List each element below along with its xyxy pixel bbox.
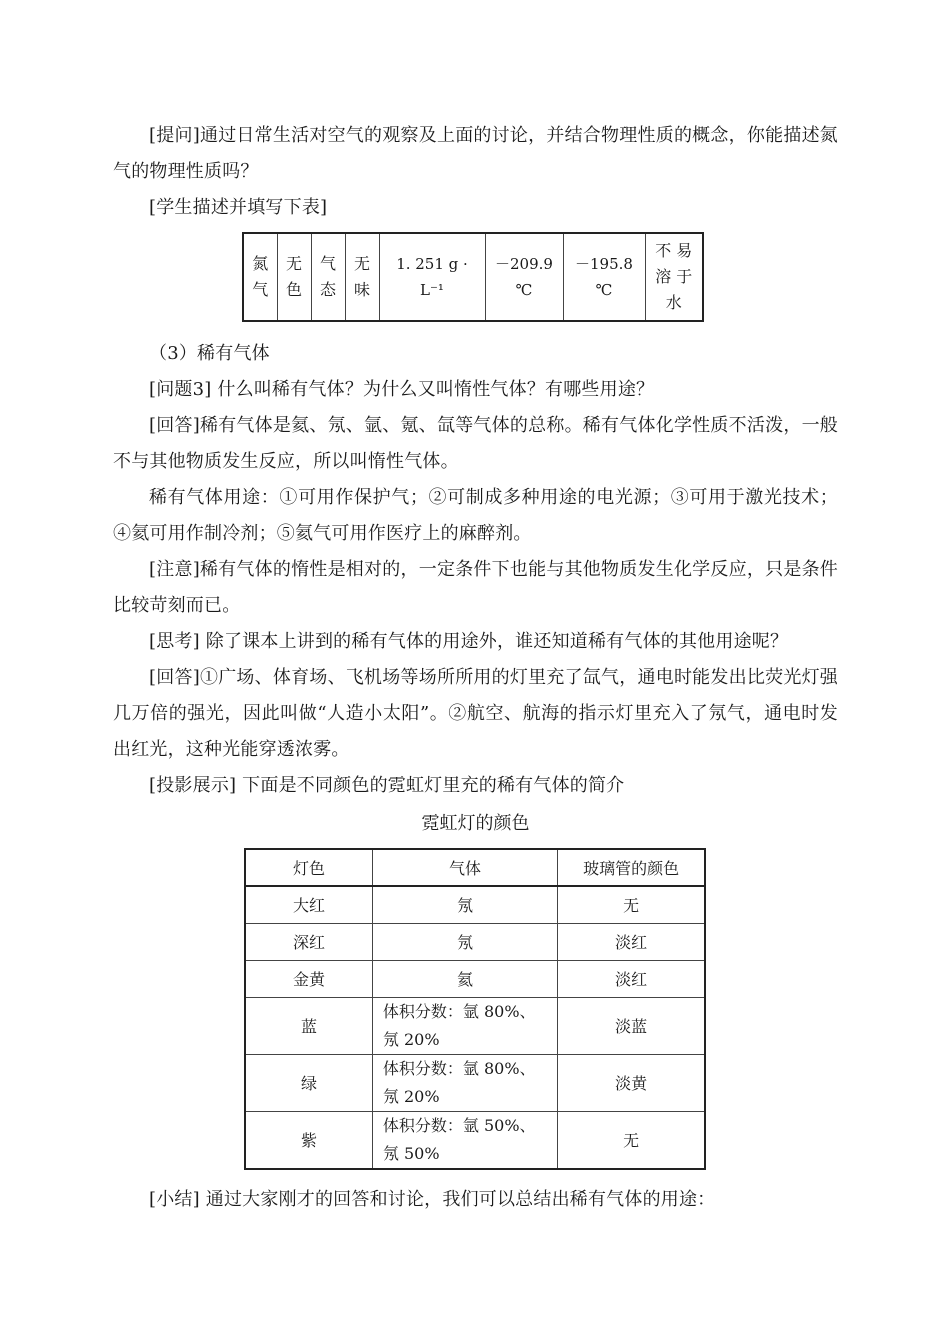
table-row xyxy=(245,960,705,997)
table-cell: 无 色 xyxy=(277,233,311,321)
table-cell: 淡红 xyxy=(558,960,705,997)
table-cell: 绿 xyxy=(245,1054,372,1111)
projection-line: [投影展示] 下面是不同颜色的霓虹灯里充的稀有气体的简介 xyxy=(149,775,625,796)
table-cell: 蓝 xyxy=(245,997,372,1054)
solubility-cell: 不 易 溶 于 水 xyxy=(645,233,703,321)
column-header: 玻璃管的颜色 xyxy=(558,849,705,886)
table-cell: 无 xyxy=(558,1111,705,1169)
table-cell: 紫 xyxy=(245,1111,372,1169)
boiling-point-cell: －195.8 ℃ xyxy=(563,233,645,321)
table-row xyxy=(245,1054,705,1111)
table-row xyxy=(245,886,705,923)
uses-paragraph: 稀有气体用途：①可用作保护气；②可制成多种用途的电光源；③可用于激光技术；④氦可用作制冷剂；⑤氦气可用作医疗上的麻醉剂。 xyxy=(113,487,838,544)
table-cell: 体积分数：氩 80%、 氖 20% xyxy=(372,1054,557,1111)
table-cell: 体积分数：氩 80%、 氖 20% xyxy=(372,997,557,1054)
table-cell: 氦 xyxy=(372,960,557,997)
table-header-row xyxy=(245,849,705,886)
column-header: 气体 xyxy=(372,849,557,886)
table-cell: 深红 xyxy=(245,923,372,960)
student-task-line: [学生描述并填写下表] xyxy=(149,197,328,218)
answer-paragraph: [回答]稀有气体是氦、氖、氩、氪、氙等气体的总称。稀有气体化学性质不活泼，一般不与其他物质发生反应，所以叫惰性气体。 xyxy=(113,415,838,472)
table-cell: 无 xyxy=(558,886,705,923)
table-row xyxy=(243,233,703,321)
neon-light-table xyxy=(244,848,706,1170)
document-page xyxy=(113,118,838,1218)
table-cell: 淡黄 xyxy=(558,1054,705,1111)
table-row xyxy=(245,1111,705,1169)
section-heading: （3）稀有气体 xyxy=(149,343,270,364)
nitrogen-properties-table xyxy=(242,232,704,322)
table-cell: 淡蓝 xyxy=(558,997,705,1054)
table-cell: 无 味 xyxy=(345,233,379,321)
summary-paragraph: [小结] 通过大家刚才的回答和讨论，我们可以总结出稀有气体的用途： xyxy=(149,1188,716,1210)
melting-point-cell: －209.9 ℃ xyxy=(485,233,563,321)
table-caption: 霓虹灯的颜色 xyxy=(421,813,530,834)
think-paragraph: [思考] 除了课本上讲到的稀有气体的用途外，谁还知道稀有气体的其他用途呢？ xyxy=(149,631,789,652)
table-cell: 氖 xyxy=(372,923,557,960)
nitrogen-properties-table-wrap xyxy=(242,232,838,322)
answer2-paragraph: [回答]①广场、体育场、飞机场等场所所用的灯里充了氙气，通电时能发出比荧光灯强几万倍的强光，因此叫做“人造小太阳”。②航空、航海的指示灯里充入了氖气，通电时发出红光，这种光能穿透浓雾。 xyxy=(113,667,838,760)
table-cell: 氖 xyxy=(372,886,557,923)
table-cell: 氮 气 xyxy=(243,233,277,321)
question3-paragraph: [问题3] 什么叫稀有气体？为什么又叫惰性气体？有哪些用途？ xyxy=(149,379,655,400)
table-row xyxy=(245,997,705,1054)
table-cell: 体积分数：氩 50%、 氖 50% xyxy=(372,1111,557,1169)
column-header: 灯色 xyxy=(245,849,372,886)
table-cell: 大红 xyxy=(245,886,372,923)
question-paragraph: [提问]通过日常生活对空气的观察及上面的讨论，并结合物理性质的概念，你能描述氮气的物理性质吗？ xyxy=(113,125,838,182)
table-row xyxy=(245,923,705,960)
table-cell: 金黄 xyxy=(245,960,372,997)
table-cell: 气 态 xyxy=(311,233,345,321)
note-paragraph: [注意]稀有气体的惰性是相对的，一定条件下也能与其他物质发生化学反应，只是条件比较苛刻而已。 xyxy=(113,559,838,616)
density-cell: 1. 251 g · L⁻¹ xyxy=(379,233,485,321)
table-cell: 淡红 xyxy=(558,923,705,960)
